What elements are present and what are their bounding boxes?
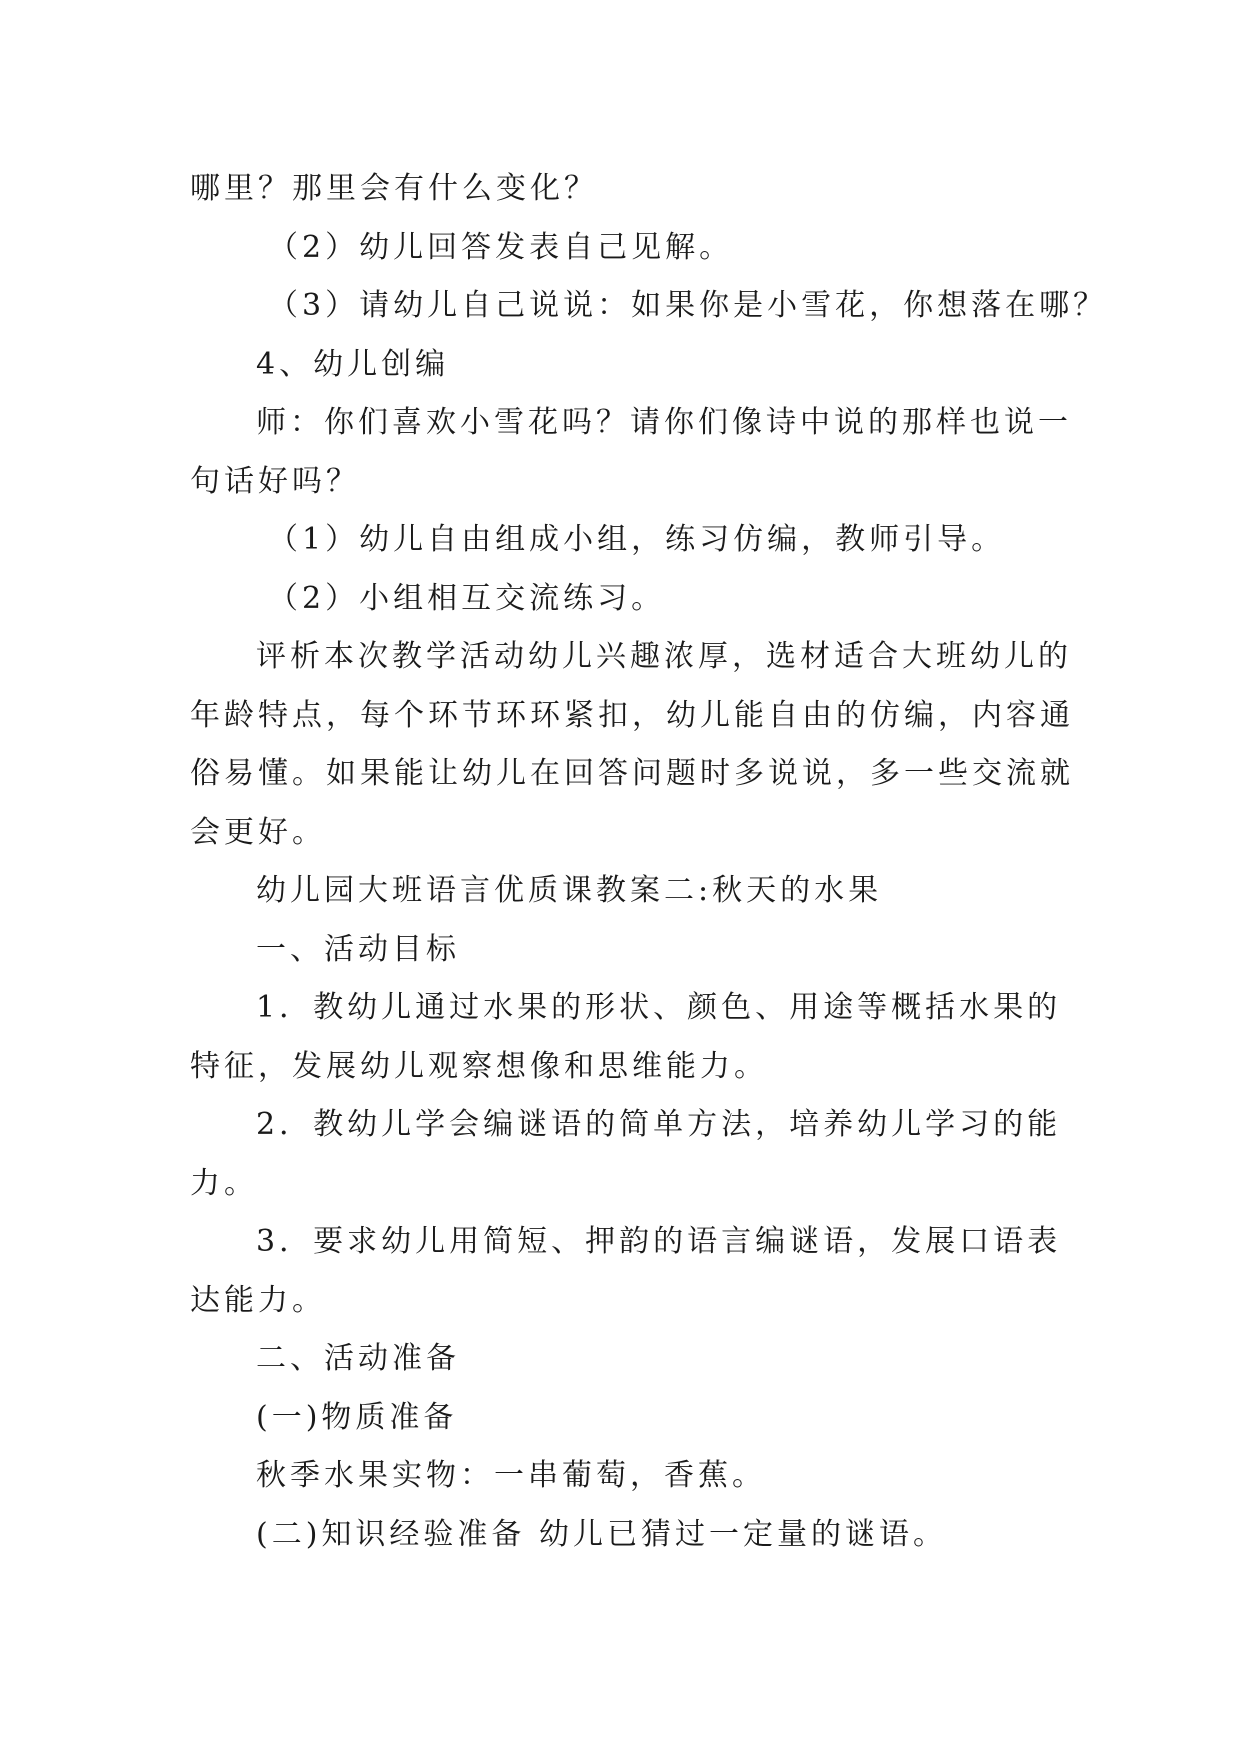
text-line: 特征，发展幼儿观察想像和思维能力。 <box>190 1048 768 1084</box>
section-heading: 4、幼儿创编 <box>256 346 450 382</box>
text-line: 达能力。 <box>190 1282 326 1318</box>
text-line: 年龄特点，每个环节环环紧扣，幼儿能自由的仿编，内容通 <box>190 697 1074 733</box>
text-line: 秋季水果实物：一串葡萄，香蕉。 <box>256 1458 766 1493</box>
text-line: （1）幼儿自由组成小组，练习仿编，教师引导。 <box>268 522 1006 557</box>
text-line: 哪里？那里会有什么变化？ <box>190 171 598 206</box>
section-heading: 一、活动目标 <box>256 931 460 967</box>
text-line: 会更好。 <box>190 814 326 850</box>
text-line: 1．教幼儿通过水果的形状、颜色、用途等概括水果的 <box>256 990 1062 1025</box>
section-heading: 二、活动准备 <box>256 1341 460 1376</box>
text-line: 句话好吗？ <box>190 463 360 499</box>
text-line: 师：你们喜欢小雪花吗？请你们像诗中说的那样也说一 <box>256 405 1072 440</box>
text-line: （3）请幼儿自己说说：如果你是小雪花，你想落在哪？ <box>268 288 1108 323</box>
document-body <box>190 160 1108 1564</box>
lesson-title: 幼儿园大班语言优质课教案二:秋天的水果 <box>256 873 883 908</box>
text-line: 俗易懂。如果能让幼儿在回答问题时多说说，多一些交流就 <box>190 756 1074 791</box>
text-line: 3．要求幼儿用简短、押韵的语言编谜语，发展口语表 <box>256 1224 1062 1259</box>
subsection-heading: (一)物质准备 <box>256 1399 458 1435</box>
text-line: 评析本次教学活动幼儿兴趣浓厚，选材适合大班幼儿的 <box>256 639 1072 674</box>
text-line: （2）小组相互交流练习。 <box>268 580 666 616</box>
text-line: 2．教幼儿学会编谜语的简单方法，培养幼儿学习的能 <box>256 1107 1062 1142</box>
text-line: (二)知识经验准备 幼儿已猜过一定量的谜语。 <box>256 1516 947 1552</box>
text-line: （2）幼儿回答发表自己见解。 <box>268 229 734 265</box>
text-line: 力。 <box>190 1165 258 1201</box>
